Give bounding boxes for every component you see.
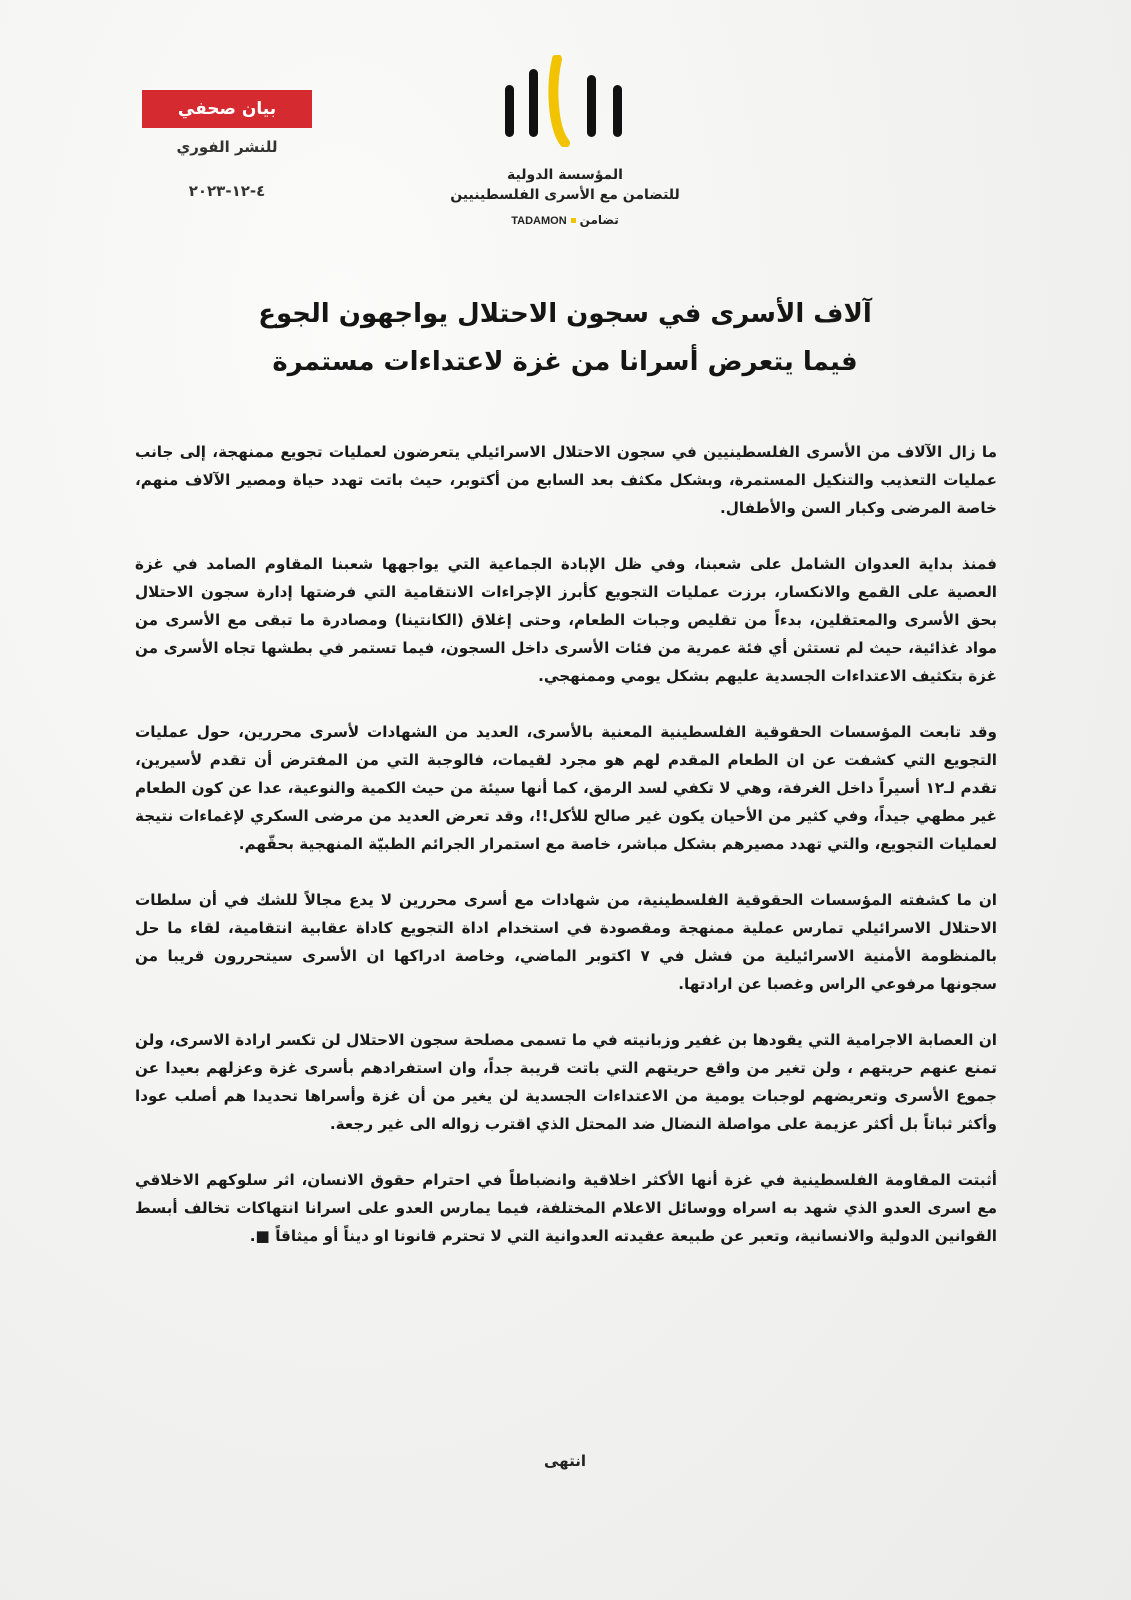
- paragraph: ان العصابة الاجرامية التي يقودها بن غفير وزبانيته في ما تسمى مصلحة سجون الاحتلال لن تكسر ارادة الاسرى، ولن تمنع عنهم حريتهم ، ولن تغير من واقع حريتهم التي باتت قريبة جداً، وان استفرادهم بأسرى غزة وعزلهم بعيدا عن جموع الأسرى وتعريضهم لوجبات يومية من الاعتداءات الجسدية لن يغير من أن غزة وأسراها تحديدا هم أصلب عودا وأكثر ثباتاً بل أكثر عزيمة على مواصلة النضال ضد المحتل الذي اقترب زواله الى غير رجعة.: [135, 1031, 997, 1133]
- paragraph: وقد تابعت المؤسسات الحقوقية الفلسطينية المعنية بالأسرى، العديد من الشهادات لأسرى محررين، حول عمليات التجويع التي كشفت عن ان الطعام المقدم لهم هو مجرد لقيمات، فالوجبة التي من المفترض أن تقدم لأسيرين، تقدم لـ١٢ أسيراً داخل الغرفة، وهي لا تكفي لسد الرمق، كما أنها سيئة من حيث الكمية والنوعية، عدا عن كون الطعام غير مطهي جيداً، وفي كثير من الأحيان يكون غير صالح للأكل!!، وقد تعرض العديد من مرضى السكري لإغماءات نتيجة لعمليات التجويع، والتي تهدد مصيرهم بشكل مباشر، خاصة مع استمرار الجرائم الطبيّة المنهجية بحقّهم.: [135, 723, 997, 853]
- paragraph: فمنذ بداية العدوان الشامل على شعبنا، وفي ظل الإبادة الجماعية التي يواجهها شعبنا المقاوم الصامد في غزة العصية على القمع والانكسار، برزت عمليات التجويع كأبرز الإجراءات الانتقامية التي فرضتها إدارة سجون الاحتلال بحق الأسرى والمعتقلين، بدءاً من تقليص وجبات الطعام، وحتى إغلاق (الكانتينا) ومصادرة ما تبقى مع الأسرى من مواد غذائية، حيث لم تستثن أي فئة عمرية من فئات الأسرى داخل السجون، فيما تستمر في بطشها تجاه الأسرى من غزة بتكثيف الاعتداءات الجسدية عليهم بشكل يومي وممنهجي.: [135, 555, 997, 685]
- organization-name-line2: للتضامن مع الأسرى الفلسطينيين: [450, 187, 680, 203]
- closing-mark: انتهى: [544, 1452, 586, 1470]
- release-info: [142, 90, 312, 200]
- organization-short-name: [430, 213, 700, 227]
- immediate-release-label: للنشر الفوري: [176, 138, 278, 156]
- headline-line2: فيما يتعرض أسرانا من غزة لاعتداءات مستمرة: [272, 347, 858, 377]
- short-name-latin: TADAMON: [511, 215, 567, 227]
- paragraph: ان ما كشفته المؤسسات الحقوقية الفلسطينية، من شهادات مع أسرى محررين لا يدع مجالاً للشك في أن سلطات الاحتلال الاسرائيلي تمارس عملية ممنهجة ومقصودة في استخدام اداة التجويع كاداة عقابية انتقامية، لقاء ما حل بالمنظومة الأمنية الاسرائيلية من فشل في ٧ اكتوبر الماضي، وخاصة ادراكها ان الأسرى سيتحررون قريبا من سجونها مرفوعي الراس وغصبا عن ارادتها.: [135, 891, 998, 993]
- short-name-arabic: تضامن: [579, 213, 619, 227]
- organization-name-line1: المؤسسة الدولية: [507, 167, 623, 183]
- paragraph: أثبتت المقاومة الفلسطينية في غزة أنها الأكثر اخلاقية وانضباطاً في احترام حقوق الانسان، اثر سلوكهم الاخلاقي مع اسرى العدو الذي شهد به اسراه ووسائل الاعلام المختلفة، فيما يمارس العدو على اسرانا انتهاكات تخالف أبسط القوانين الدولية والانسانية، وتعبر عن طبيعة عقيدته العدوانية التي لا تحترم قانونا او ديناً أو ميثاقاً ■.: [135, 1171, 997, 1245]
- organization-name: [430, 165, 700, 205]
- release-date: ٤-١٢-٢٠٢٣: [188, 182, 266, 200]
- press-release-badge: بيان صحفي: [142, 90, 312, 128]
- tadamon-logo-icon: [495, 55, 635, 147]
- headline-line1: آلاف الأسرى في سجون الاحتلال يواجهون الجوع: [258, 299, 872, 329]
- release-body: [135, 438, 997, 1278]
- yellow-dot-icon: [571, 218, 576, 223]
- headline: [130, 290, 1000, 386]
- paragraph: ما زال الآلاف من الأسرى الفلسطينيين في سجون الاحتلال الاسرائيلي يتعرضون لعمليات تجويع ممنهجة، إلى جانب عمليات التعذيب والتنكيل المستمرة، وبشكل مكثف بعد السابع من أكتوبر، حيث باتت تهدد حياة ومصير الآلاف منهم، خاصة المرضى وكبار السن والأطفال.: [135, 443, 997, 517]
- organization-logo: [430, 55, 700, 227]
